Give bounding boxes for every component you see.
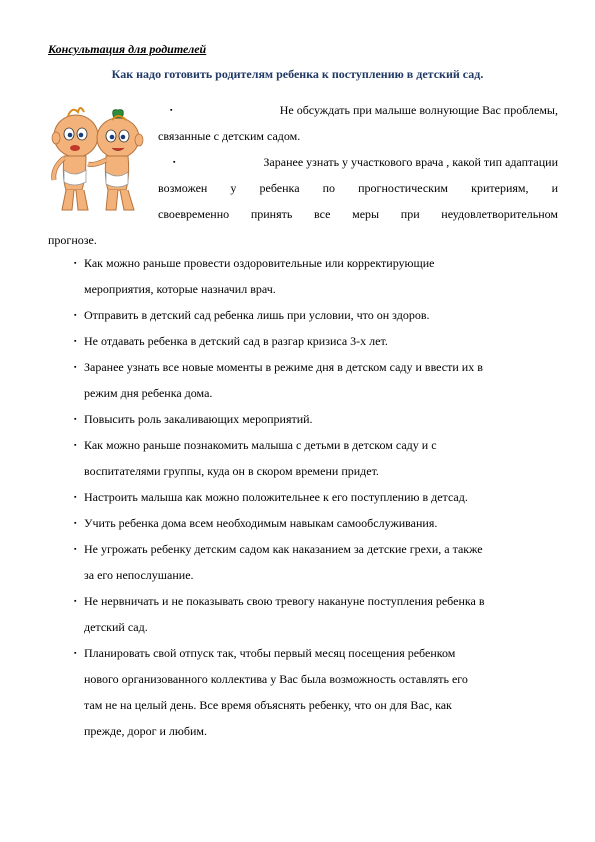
list-item-line: Не отдавать ребенка в детский сад в разгар кризиса 3-х лет.: [84, 334, 388, 348]
top-bullet-2-line-4: прогнозе.: [48, 233, 97, 247]
recommendations-list: [74, 250, 554, 744]
bullet-marker: ▪: [74, 545, 77, 553]
bullet-marker: ▪: [74, 415, 77, 423]
bullet-marker: ▪: [74, 519, 77, 527]
list-item-line: Планировать свой отпуск так, чтобы первый месяц посещения ребенком: [84, 646, 456, 660]
list-item: [74, 510, 554, 536]
list-item: [74, 406, 554, 432]
list-item-line: Учить ребенка дома всем необходимым навыкам самообслуживания.: [84, 516, 438, 530]
list-item: [74, 484, 554, 510]
bullet-marker: ▪: [170, 106, 173, 114]
list-item-line: Не нервничать и не показывать свою тревогу накануне поступления ребенка в: [84, 594, 485, 608]
bullet-marker: ▪: [74, 259, 77, 267]
baby-right-figure: [88, 110, 143, 210]
list-item-line: там не на целый день. Все время объяснять ребенку, что он для Вас, как: [84, 698, 452, 712]
list-item-line: за его непослушание.: [84, 568, 194, 582]
bullet-marker: ▪: [74, 311, 77, 319]
list-item: [74, 250, 554, 302]
list-item-line: мероприятия, которые назначил врач.: [84, 282, 276, 296]
list-item-line: Настроить малыша как можно положительнее к его поступлению в детсад.: [84, 490, 468, 504]
list-item: [74, 328, 554, 354]
top-bullet-2-line-1: [173, 149, 558, 175]
list-item-line: Заранее узнать все новые моменты в режиме дня в детском саду и ввести их в: [84, 360, 483, 374]
bullet-marker: ▪: [74, 493, 77, 501]
top-bullet-1-line-2: связанные с детским садом.: [158, 129, 301, 143]
list-item-line: Не угрожать ребенку детским садом как наказанием за детские грехи, а также: [84, 542, 483, 556]
top-bullet-1-text-line-1: Не обсуждать при малыше волнующие Вас проблемы,: [279, 103, 558, 117]
list-item-line: Повысить роль закаливающих мероприятий.: [84, 412, 313, 426]
list-item: [74, 432, 554, 484]
cartoon-babies-illustration: [46, 98, 146, 216]
bullet-marker: ▪: [74, 441, 77, 449]
list-item-line: Как можно раньше познакомить малыша с детьми в детском саду и с: [84, 438, 437, 452]
list-item-line: Как можно раньше провести оздоровительные или корректирующие: [84, 256, 435, 270]
top-bullet-1-line-1: [170, 97, 558, 123]
top-bullet-2-text-line-1: Заранее узнать у участкового врача , какой тип адаптации: [263, 155, 558, 169]
list-item: [74, 302, 554, 328]
document-heading: Консультация для родителей: [48, 42, 207, 56]
list-item: [74, 354, 554, 406]
document-subtitle: Как надо готовить родителям ребенка к поступлению в детский сад.: [111, 67, 484, 81]
bullet-marker: ▪: [74, 337, 77, 345]
bullet-marker: ▪: [173, 158, 176, 166]
bullet-marker: ▪: [74, 363, 77, 371]
bullet-marker: ▪: [74, 649, 77, 657]
bullet-marker: ▪: [74, 597, 77, 605]
list-item-line: нового организованного коллектива у Вас была возможность оставлять его: [84, 672, 468, 686]
top-bullet-2-line-3: своевременно принять все меры при неудовлетворительном: [158, 207, 558, 221]
list-item-line: Отправить в детский сад ребенка лишь при условии, что он здоров.: [84, 308, 430, 322]
list-item-line: воспитателями группы, куда он в скором времени придет.: [84, 464, 379, 478]
list-item-line: детский сад.: [84, 620, 148, 634]
list-item: [74, 536, 554, 588]
list-item-line: режим дня ребенка дома.: [84, 386, 213, 400]
list-item: [74, 588, 554, 640]
top-bullet-2-line-2: возможен у ребенка по прогностическим критериям, и: [158, 181, 558, 195]
list-item-line: прежде, дорог и любим.: [84, 724, 207, 738]
list-item: [74, 640, 554, 744]
baby-left-figure: [52, 108, 98, 210]
